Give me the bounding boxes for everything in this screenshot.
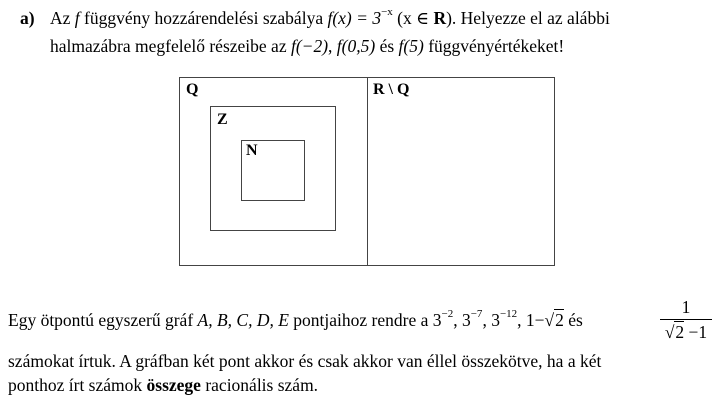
den-sqrt-sign: √	[664, 322, 675, 342]
sqrt-arg: 2	[555, 310, 564, 330]
line1-post: Helyezze el az alábbi	[456, 8, 610, 28]
and-word: és	[563, 310, 583, 330]
b-line3-post: racionális szám.	[200, 375, 319, 395]
b-line1-pre: Egy ötpontú egyszerű gráf	[8, 310, 198, 330]
q-rq-divider	[367, 77, 368, 266]
power-base-3: 3	[491, 310, 500, 330]
fraction-denominator	[660, 321, 712, 343]
task-a-line2	[50, 36, 564, 57]
value-1: f(−2)	[290, 36, 329, 56]
task-a-line1	[50, 8, 610, 29]
rule-exponent: −x	[381, 6, 393, 19]
task-b-line2: számokat írtuk. A gráfban két pont akkor és csak akkor van éllel összekötve, ha a két	[8, 351, 602, 371]
rule-lhs: f(x) = 3	[327, 8, 382, 28]
line2-post: függvényértékeket!	[423, 36, 565, 56]
n-label: N	[246, 142, 258, 159]
power-exp-2: −7	[470, 308, 483, 321]
z-label: Z	[217, 111, 228, 128]
task-b-line1: Egy ötpontú egyszerű gráf A, B, C, D, E pontjaihoz rendre a $3^{-2}$, $3^{-7}$, $3^{-12}$, 1−√2 és	[8, 308, 583, 330]
power-base-1: 3	[432, 310, 442, 330]
line1-mid: függvény hozzárendelési szabálya	[79, 8, 328, 28]
real-set-symbol: R	[433, 8, 447, 28]
value-2: f(0,5)	[336, 36, 376, 56]
power-base-2: 3	[461, 310, 471, 330]
value-3: f(5)	[398, 36, 424, 56]
vertices: A, B, C, D, E	[197, 310, 289, 330]
task-b-line3	[8, 375, 318, 396]
b-line3-pre: ponthoz írt számok	[8, 375, 147, 395]
rule-domain-pre: (x ∈	[392, 8, 434, 28]
f-symbol: f	[74, 8, 80, 28]
rq-label: R \ Q	[373, 81, 410, 98]
b-line3-bold: összege	[146, 375, 201, 395]
sep-2: és	[375, 36, 399, 56]
sqrt-sign: √	[544, 310, 555, 330]
sqrt-expr-pre: 1−	[525, 310, 545, 330]
sep-1: ,	[328, 36, 337, 56]
den-post: −1	[684, 322, 708, 342]
power-exp-3: −12	[499, 308, 518, 321]
line2-pre: halmazábra megfelelő részeibe az	[50, 36, 291, 56]
rule-domain-post: ).	[446, 8, 457, 28]
line1-pre: Az	[50, 8, 75, 28]
q-label: Q	[186, 81, 199, 98]
den-sqrt-arg: 2	[675, 322, 685, 342]
b-line1-mid: pontjaihoz rendre a	[288, 310, 433, 330]
task-label: a)	[20, 8, 35, 28]
fraction	[660, 296, 712, 343]
power-exp-1: −2	[441, 308, 454, 321]
fraction-bar	[660, 319, 712, 320]
fraction-numerator: 1	[681, 297, 691, 317]
